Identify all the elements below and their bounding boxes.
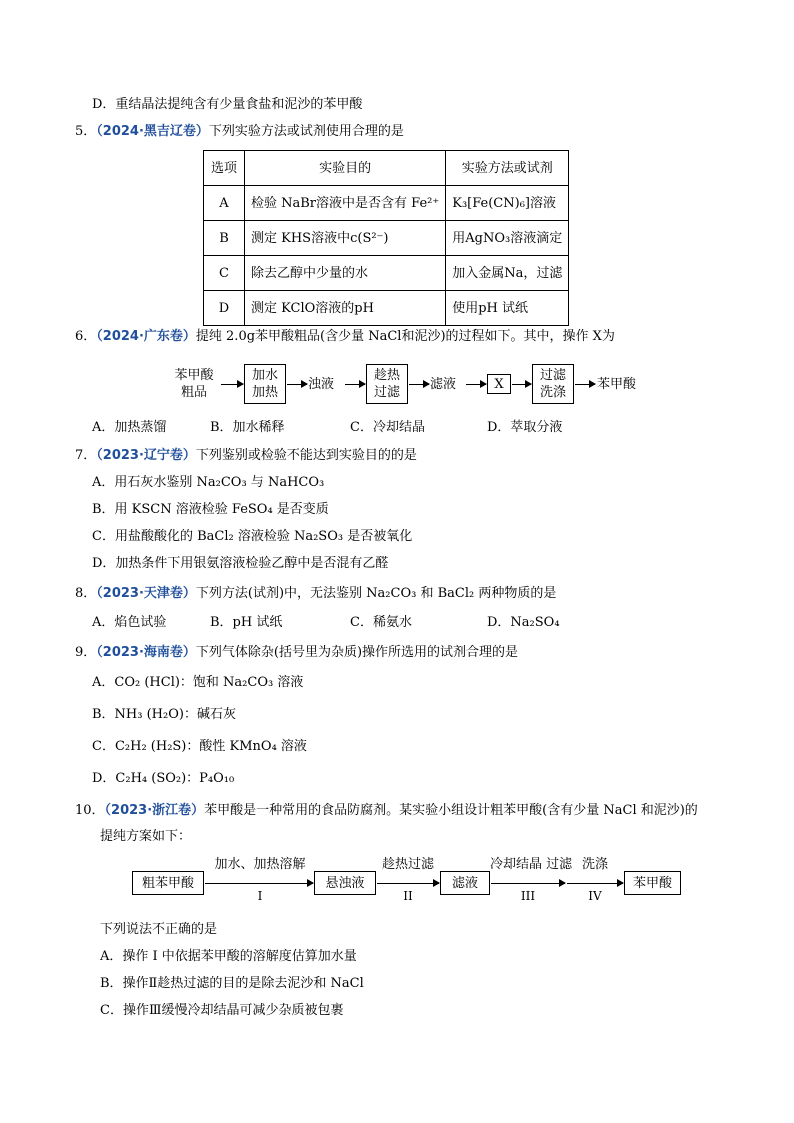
- flow-arrow: [575, 384, 595, 385]
- flow-text: 过滤: [539, 368, 566, 383]
- flow-text: 趁热: [373, 368, 400, 383]
- q4-option-d: D．重结晶法提纯含有少量食盐和泥沙的苯甲酸: [92, 97, 363, 112]
- question-8-stem: [75, 587, 556, 600]
- table-cell: 加入金属Na，过滤: [446, 256, 569, 291]
- flow-start-label: [168, 367, 220, 401]
- question-number: 7．: [75, 448, 97, 463]
- question-text: 下列方法(试剂)中，无法鉴别 Na₂CO₃ 和 BaCl₂ 两种物质的是: [195, 586, 557, 601]
- option-c: C．C₂H₂ (H₂S)：酸性 KMnO₄ 溶液: [92, 739, 307, 754]
- flow-mid-label: 浊液: [308, 377, 335, 392]
- flow-arrow: [466, 384, 486, 385]
- question-source: （2024·广东卷）: [96, 329, 196, 344]
- question-text: 下列鉴别或检验不能达到实验目的的是: [195, 448, 417, 463]
- flow-arrow: [512, 384, 531, 385]
- question-text: 下列气体除杂(括号里为杂质)操作所选用的试剂合理的是: [195, 645, 519, 660]
- table-row: [204, 186, 569, 221]
- question-10-prompt: 下列说法不正确的是: [100, 922, 218, 937]
- question-source: （2024·黑吉辽卷）: [96, 124, 209, 139]
- flow-arrow: [409, 384, 429, 385]
- option-a: A．焰色试验: [92, 615, 167, 630]
- table-header-row: [204, 151, 569, 186]
- flow-arrow: [567, 883, 623, 884]
- question-text: 提纯 2.0g苯甲酸粗品(含少量 NaCl和泥沙)的过程如下。其中，操作 X为: [195, 329, 615, 344]
- table-cell: 测定 KHS溶液中c(S²⁻): [245, 221, 446, 256]
- flow-end-label: 苯甲酸: [597, 377, 637, 392]
- table-header-cell: 选项: [204, 151, 245, 186]
- flow-text: 加热: [251, 385, 278, 400]
- flow-arrow: [205, 883, 313, 884]
- flow-step-number: IV: [588, 889, 602, 903]
- flow-arrow: [287, 384, 307, 385]
- question-source: （2023·辽宁卷）: [96, 448, 196, 463]
- flow-box-crude-benzoic-acid: 粗苯甲酸: [132, 871, 204, 895]
- table-cell: A: [204, 186, 245, 221]
- option-d: D．Na₂SO₄: [487, 615, 560, 630]
- flow-box-filter-wash: [532, 364, 574, 404]
- option-a: A．操作 I 中依据苯甲酸的溶解度估算加水量: [100, 949, 357, 964]
- flow-arrow: [491, 883, 565, 884]
- q5-options-table: [203, 150, 569, 326]
- option-c: C．稀氨水: [350, 615, 412, 630]
- table-header-cell: 实验目的: [245, 151, 446, 186]
- table-row: [204, 256, 569, 291]
- option-a: A．加热蒸馏: [92, 420, 167, 435]
- table-header-cell: 实验方法或试剂: [446, 151, 569, 186]
- option-c: C．用盐酸酸化的 BaCl₂ 溶液检验 Na₂SO₃ 是否被氧化: [92, 529, 413, 544]
- option-c: C．操作Ⅲ缓慢冷却结晶可减少杂质被包裹: [100, 1003, 344, 1018]
- flow-box-filtrate: 滤液: [440, 871, 490, 895]
- flow-step-number: III: [520, 889, 536, 903]
- flow-text: 洗涤: [539, 385, 566, 400]
- flow-step-number: II: [403, 889, 413, 903]
- table-cell: 测定 KClO溶液的pH: [245, 291, 446, 326]
- table-row: [204, 221, 569, 256]
- question-source: （2023·海南卷）: [96, 645, 196, 660]
- flow-text: 粗品: [180, 385, 207, 400]
- flow-box-operation-x: X: [487, 374, 511, 394]
- flow-step-label: 加水、加热溶解: [214, 857, 306, 872]
- option-a: A．用石灰水鉴别 Na₂CO₃ 与 NaHCO₃: [92, 475, 325, 490]
- table-cell: C: [204, 256, 245, 291]
- question-9-stem: [75, 646, 518, 659]
- question-number: 9．: [75, 645, 97, 660]
- option-b: B．用 KSCN 溶液检验 FeSO₄ 是否变质: [92, 502, 329, 517]
- table-cell: B: [204, 221, 245, 256]
- question-text: 下列实验方法或试剂使用合理的是: [208, 124, 404, 139]
- flow-step-label: 趁热过滤: [381, 857, 434, 872]
- question-text: 苯甲酸是一种常用的食品防腐剂。某实验小组设计粗苯甲酸(含有少量 NaCl 和泥沙)的: [204, 803, 698, 818]
- option-b: B．pH 试纸: [210, 615, 283, 630]
- table-cell: D: [204, 291, 245, 326]
- table-cell: 检验 NaBr溶液中是否含有 Fe²⁺: [245, 186, 446, 221]
- flow-box-benzoic-acid: 苯甲酸: [624, 871, 681, 895]
- option-b: B．加水稀释: [210, 420, 285, 435]
- flow-text: 过滤: [373, 385, 400, 400]
- flow-box-add-water-heat: [244, 364, 286, 404]
- option-d: D．萃取分液: [487, 420, 563, 435]
- question-number: 8．: [75, 586, 97, 601]
- flow-arrow: [377, 883, 439, 884]
- flow-mid-label: 滤液: [430, 377, 457, 392]
- question-10-stem-continued: 提纯方案如下：: [100, 829, 192, 844]
- flow-arrow: [345, 384, 365, 385]
- flow-step-label: 冷却结晶 过滤: [490, 857, 573, 872]
- flow-box-suspension: 悬浊液: [314, 871, 376, 895]
- option-b: B．操作Ⅱ趁热过滤的目的是除去泥沙和 NaCl: [100, 976, 364, 991]
- question-source: （2023·天津卷）: [96, 586, 196, 601]
- table-cell: 用AgNO₃溶液滴定: [446, 221, 569, 256]
- flow-text: 加水: [251, 368, 278, 383]
- question-6-stem: [75, 330, 615, 343]
- option-a: A．CO₂ (HCl)：饱和 Na₂CO₃ 溶液: [92, 675, 304, 690]
- flow-step-label: 洗涤: [581, 857, 608, 872]
- option-b: B．NH₃ (H₂O)：碱石灰: [92, 707, 236, 722]
- flow-box-hot-filter: [366, 364, 408, 404]
- table-cell: 除去乙醇中少量的水: [245, 256, 446, 291]
- question-number: 5．: [75, 124, 97, 139]
- option-d: D．加热条件下用银氨溶液检验乙醇中是否混有乙醛: [92, 556, 389, 571]
- question-7-stem: [75, 449, 417, 462]
- question-number: 6．: [75, 329, 97, 344]
- flow-text: 苯甲酸: [174, 368, 214, 383]
- question-5-stem: [75, 125, 404, 138]
- question-10-stem: [75, 804, 698, 817]
- table-cell: 使用pH 试纸: [446, 291, 569, 326]
- question-number: 10．: [75, 803, 105, 818]
- question-source: （2023·浙江卷）: [104, 803, 205, 818]
- flow-step-number: I: [257, 889, 263, 903]
- flow-arrow: [221, 384, 243, 385]
- option-c: C．冷却结晶: [350, 420, 425, 435]
- option-d: D．C₂H₄ (SO₂)：P₄O₁₀: [92, 771, 235, 786]
- table-row: [204, 291, 569, 326]
- table-cell: K₃[Fe(CN)₆]溶液: [446, 186, 569, 221]
